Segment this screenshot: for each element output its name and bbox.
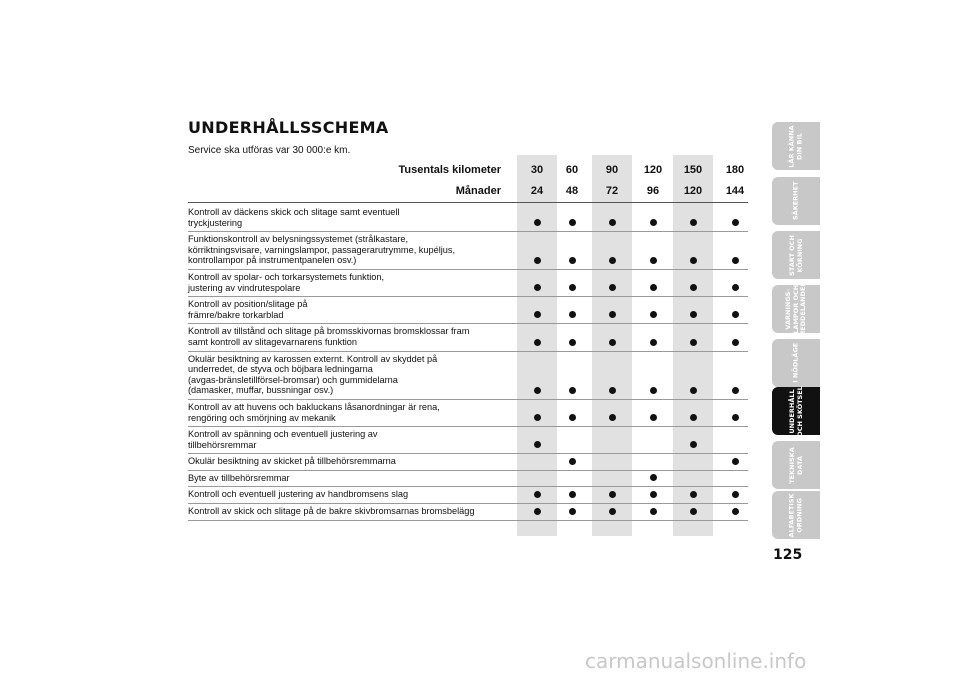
section-tab-label xyxy=(785,281,808,337)
service-dot xyxy=(609,311,616,318)
service-dot xyxy=(732,414,739,421)
task-text-line: underredet, de styva och böjbara ledningarna xyxy=(188,364,373,375)
task-text-line: Kontroll av skick och slitage på de bakre skivbromsarnas bromsbelägg xyxy=(188,506,475,517)
section-tab-label xyxy=(789,447,804,484)
service-dot xyxy=(534,441,541,448)
service-dot xyxy=(690,387,697,394)
service-dot xyxy=(609,491,616,498)
service-dot xyxy=(732,339,739,346)
tab-label-line: ALFABETISK xyxy=(787,493,796,537)
section-tab-label xyxy=(788,235,803,276)
service-dot xyxy=(690,219,697,226)
service-dot xyxy=(534,508,541,515)
service-dot xyxy=(690,339,697,346)
service-dot xyxy=(650,284,657,291)
tab-label-line: OCH SKÖTSEL xyxy=(795,385,803,437)
header-divider xyxy=(188,202,748,203)
tab-label-line: ORDNING xyxy=(795,497,803,533)
service-dot xyxy=(690,441,697,448)
months-value: 120 xyxy=(683,185,703,197)
task-text-line: Funktionskontroll av belysningssystemet (strålkastare, xyxy=(188,234,409,245)
service-dot xyxy=(609,339,616,346)
task-description xyxy=(188,232,498,269)
service-dot xyxy=(690,284,697,291)
schedule-row xyxy=(188,454,748,471)
tab-label-line: DIN BIL xyxy=(794,132,803,160)
task-text-line: Kontroll av däckens skick och slitage samt eventuell xyxy=(188,207,400,217)
tab-label-line: TEKNISKA xyxy=(787,446,796,484)
service-dot xyxy=(534,257,541,264)
service-dot xyxy=(732,387,739,394)
schedule-header xyxy=(188,160,748,202)
schedule-row xyxy=(188,400,748,427)
schedule-row xyxy=(188,232,748,270)
schedule-row xyxy=(188,427,748,454)
service-dot xyxy=(732,219,739,226)
service-dot xyxy=(732,284,739,291)
service-dot xyxy=(569,311,576,318)
task-text-line: tillbehörsremmar xyxy=(188,439,257,450)
watermark: carmanualsonline.info xyxy=(585,649,807,673)
task-text-line: Byte av tillbehörsremmar xyxy=(188,472,290,483)
km-value: 150 xyxy=(683,164,703,176)
service-dot xyxy=(650,219,657,226)
tab-label-line: VARNINGS- xyxy=(783,288,792,330)
service-dot xyxy=(650,339,657,346)
task-text-line: Kontroll av tillstånd och slitage på bromsskivornas bromsklossar fram xyxy=(188,326,470,337)
task-description xyxy=(188,205,498,231)
task-text-line: Kontroll av spolar- och torkarsystemets funktion, xyxy=(188,271,385,282)
service-dot xyxy=(569,339,576,346)
km-header-row xyxy=(188,160,748,181)
task-text-line: (damasker, muffar, bussningar osv.) xyxy=(188,385,334,396)
section-tab[interactable] xyxy=(772,280,820,338)
km-header-label: Tusentals kilometer xyxy=(398,164,501,176)
tab-label-line: DATA xyxy=(795,455,803,475)
service-dot xyxy=(650,474,657,481)
service-dot xyxy=(609,284,616,291)
months-value: 24 xyxy=(530,185,544,197)
service-dot xyxy=(732,458,739,465)
service-dot xyxy=(534,387,541,394)
service-dot xyxy=(650,311,657,318)
service-dot xyxy=(650,414,657,421)
service-dot xyxy=(534,311,541,318)
tab-label-line: START OCH xyxy=(787,234,796,276)
service-dot xyxy=(609,219,616,226)
tab-label-line: SÄKERHET xyxy=(791,181,800,221)
task-text-line: Okulär besiktning av skicket på tillbehörsremmarna xyxy=(188,456,396,467)
service-dot xyxy=(569,491,576,498)
service-dot xyxy=(569,508,576,515)
task-description xyxy=(188,352,498,399)
months-value: 96 xyxy=(646,185,660,197)
schedule-row xyxy=(188,270,748,297)
section-tab-label xyxy=(792,343,800,383)
service-dot xyxy=(732,508,739,515)
service-dot xyxy=(569,387,576,394)
service-dot xyxy=(609,387,616,394)
service-dot xyxy=(690,414,697,421)
service-dot xyxy=(534,219,541,226)
service-dot xyxy=(569,219,576,226)
section-tab[interactable] xyxy=(772,339,820,387)
service-dot xyxy=(650,387,657,394)
service-dot xyxy=(534,339,541,346)
months-header-row xyxy=(188,181,748,202)
service-dot xyxy=(732,491,739,498)
tab-label-line: LÄR KÄNNA xyxy=(787,124,796,168)
task-description xyxy=(188,454,498,470)
task-text-line: Kontroll av att huvens och bakluckans låsanordningar är rena, xyxy=(188,401,440,412)
schedule-row xyxy=(188,205,748,232)
service-dot xyxy=(609,414,616,421)
task-text-line: samt kontroll av slitagevarnarens funktion xyxy=(188,336,358,347)
task-text-line: Kontroll av spänning och eventuell justering av xyxy=(188,429,378,440)
service-dot xyxy=(690,491,697,498)
service-dot xyxy=(690,311,697,318)
service-dot xyxy=(650,491,657,498)
service-dot xyxy=(569,414,576,421)
page-subtitle: Service ska utföras var 30 000:e km. xyxy=(188,145,351,156)
tab-label-line: LAMPOR OCH xyxy=(791,284,800,334)
task-text-line: (avgas-bränsletillförsel-bromsar) och gummidelarna xyxy=(188,374,398,385)
task-description xyxy=(188,400,498,426)
task-text-line: främre/bakre torkarblad xyxy=(188,309,284,320)
section-tab[interactable] xyxy=(772,122,820,170)
service-dot xyxy=(690,508,697,515)
task-text-line: rengöring och smörjning av mekanik xyxy=(188,412,336,423)
service-dot xyxy=(650,257,657,264)
months-value: 48 xyxy=(565,185,579,197)
schedule-rows xyxy=(188,205,748,521)
task-description xyxy=(188,487,498,503)
service-dot xyxy=(732,311,739,318)
km-value: 90 xyxy=(605,164,619,176)
section-tab[interactable] xyxy=(772,441,820,489)
km-value: 180 xyxy=(725,164,745,176)
service-dot xyxy=(650,508,657,515)
tab-label-line: I NÖDLÄGE xyxy=(791,343,800,383)
task-description xyxy=(188,270,498,296)
task-description xyxy=(188,471,498,487)
section-tab-label xyxy=(789,493,804,537)
task-text-line: Kontroll av position/slitage på xyxy=(188,299,308,310)
page-title: UNDERHÅLLSSCHEMA xyxy=(188,118,389,137)
schedule-row xyxy=(188,471,748,488)
task-text-line: kontrollampor på instrumentpanelen osv.) xyxy=(188,255,357,266)
tab-label-line: KÖRNING xyxy=(794,238,803,272)
service-dot xyxy=(534,284,541,291)
months-value: 144 xyxy=(725,185,745,197)
service-dot xyxy=(609,508,616,515)
service-dot xyxy=(690,257,697,264)
section-tab-label xyxy=(792,182,800,221)
task-description xyxy=(188,297,498,323)
tab-label-line: MEDDELANDEN xyxy=(798,280,807,338)
schedule-row xyxy=(188,297,748,324)
section-tab-label xyxy=(789,386,804,437)
task-text-line: tryckjustering xyxy=(188,217,243,228)
section-tab[interactable] xyxy=(772,231,820,279)
schedule-row xyxy=(188,324,748,351)
page-number: 125 xyxy=(773,547,803,563)
schedule-row xyxy=(188,504,748,521)
task-description xyxy=(188,427,498,453)
task-description xyxy=(188,504,498,520)
section-tab[interactable] xyxy=(772,177,820,225)
task-text-line: justering av vindrutespolare xyxy=(188,282,301,293)
service-dot xyxy=(569,284,576,291)
service-dot xyxy=(609,257,616,264)
schedule-row xyxy=(188,352,748,400)
service-dot xyxy=(569,458,576,465)
task-text-line: Okulär besiktning av karossen externt. Kontroll av skyddet på xyxy=(188,353,438,364)
months-value: 72 xyxy=(605,185,619,197)
service-dot xyxy=(569,257,576,264)
service-dot xyxy=(534,491,541,498)
task-description xyxy=(188,324,498,350)
section-tab-label xyxy=(788,125,803,167)
km-value: 60 xyxy=(565,164,579,176)
section-tab[interactable] xyxy=(772,387,820,435)
km-value: 120 xyxy=(643,164,663,176)
km-value: 30 xyxy=(530,164,544,176)
schedule-row xyxy=(188,487,748,504)
tab-label-line: UNDERHÅLL xyxy=(787,388,796,434)
task-text-line: Kontroll och eventuell justering av handbromsens slag xyxy=(188,489,409,500)
months-header-label: Månader xyxy=(455,185,501,197)
section-tab[interactable] xyxy=(772,491,820,539)
service-dot xyxy=(534,414,541,421)
service-dot xyxy=(732,257,739,264)
task-text-line: körriktningsvisare, varningslampor, passagerarutrymme, kupéljus, xyxy=(188,244,456,255)
